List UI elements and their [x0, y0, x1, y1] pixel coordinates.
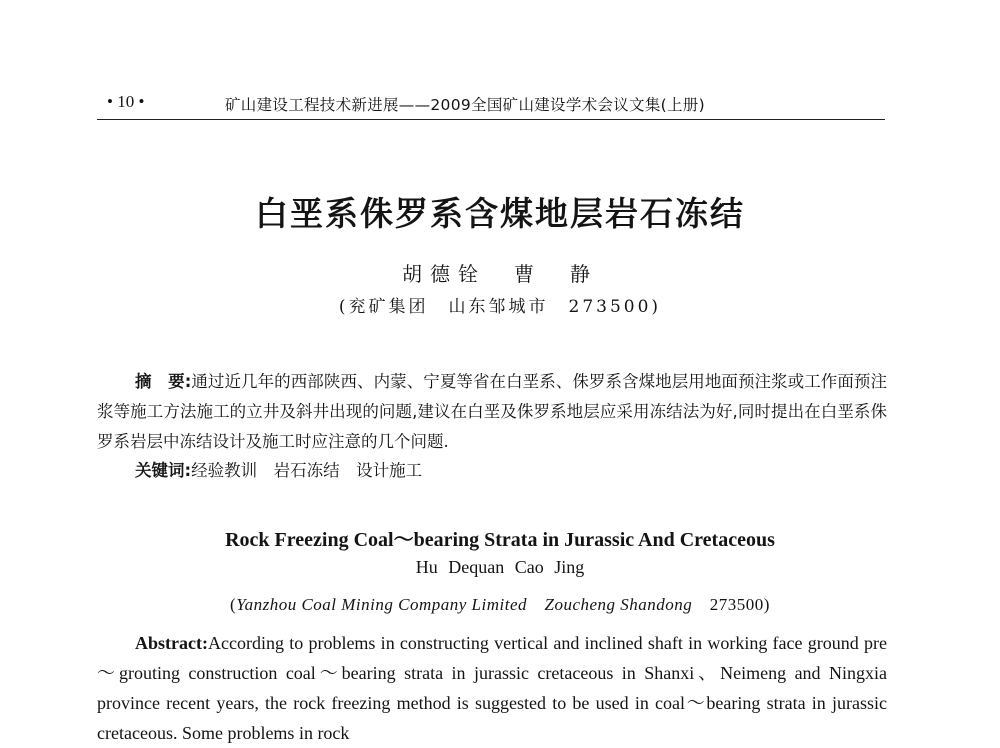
affiliation-english-org: Yanzhou Coal Mining Company Limited — [236, 595, 527, 614]
affiliation-english: (Yanzhou Coal Mining Company Limited Zoucheng Shandong 273500) — [230, 595, 770, 614]
header-rule — [97, 119, 885, 120]
abstract-label-english: Abstract: — [135, 633, 208, 653]
affiliation-english-zip: 273500 — [709, 595, 764, 614]
page-number: • 10 • — [107, 92, 145, 111]
title-chinese: 白垩系侏罗系含煤地层岩石冻结 — [255, 194, 745, 233]
keywords-chinese — [135, 457, 422, 481]
abstract-english — [97, 628, 887, 748]
authors-english: Hu Dequan Cao Jing — [415, 557, 585, 577]
abstract-text-english: According to problems in constructing vertical and inclined shaft in working face ground pre～grouting construction coal～bearing strata in jurassic cretaceous in Shanxi、Neimeng and Ningxia province recent years, the rock freezing method is suggested to be used in coal～bearing strata in jurassic cretaceous. Some problems in rock — [97, 633, 887, 743]
authors-chinese: 胡德铨 曹 静 — [402, 262, 598, 286]
abstract-chinese — [97, 367, 887, 457]
keywords-label-chinese: 关键词: — [135, 461, 192, 480]
abstract-label-chinese: 摘 要: — [135, 372, 192, 391]
running-head: 矿山建设工程技术新进展——2009全国矿山建设学术会议文集(上册) — [225, 96, 705, 114]
title-english: Rock Freezing Coal～bearing Strata in Jurassic And Cretaceous — [225, 529, 775, 551]
keywords-text-chinese: 经验教训 岩石冻结 设计施工 — [191, 461, 423, 480]
affiliation-english-place: Zoucheng Shandong — [544, 595, 693, 614]
abstract-text-chinese: 通过近几年的西部陕西、内蒙、宁夏等省在白垩系、侏罗系含煤地层用地面预注浆或工作面预注浆等施工方法施工的立井及斜井出现的问题,建议在白垩及侏罗系地层应采用冻结法为好,同时提出在白垩系侏罗系岩层中冻结设计及施工时应注意的几个问题. — [97, 372, 887, 451]
affiliation-chinese: (兖矿集团 山东邹城市 273500) — [338, 297, 662, 317]
page-header — [97, 92, 887, 122]
